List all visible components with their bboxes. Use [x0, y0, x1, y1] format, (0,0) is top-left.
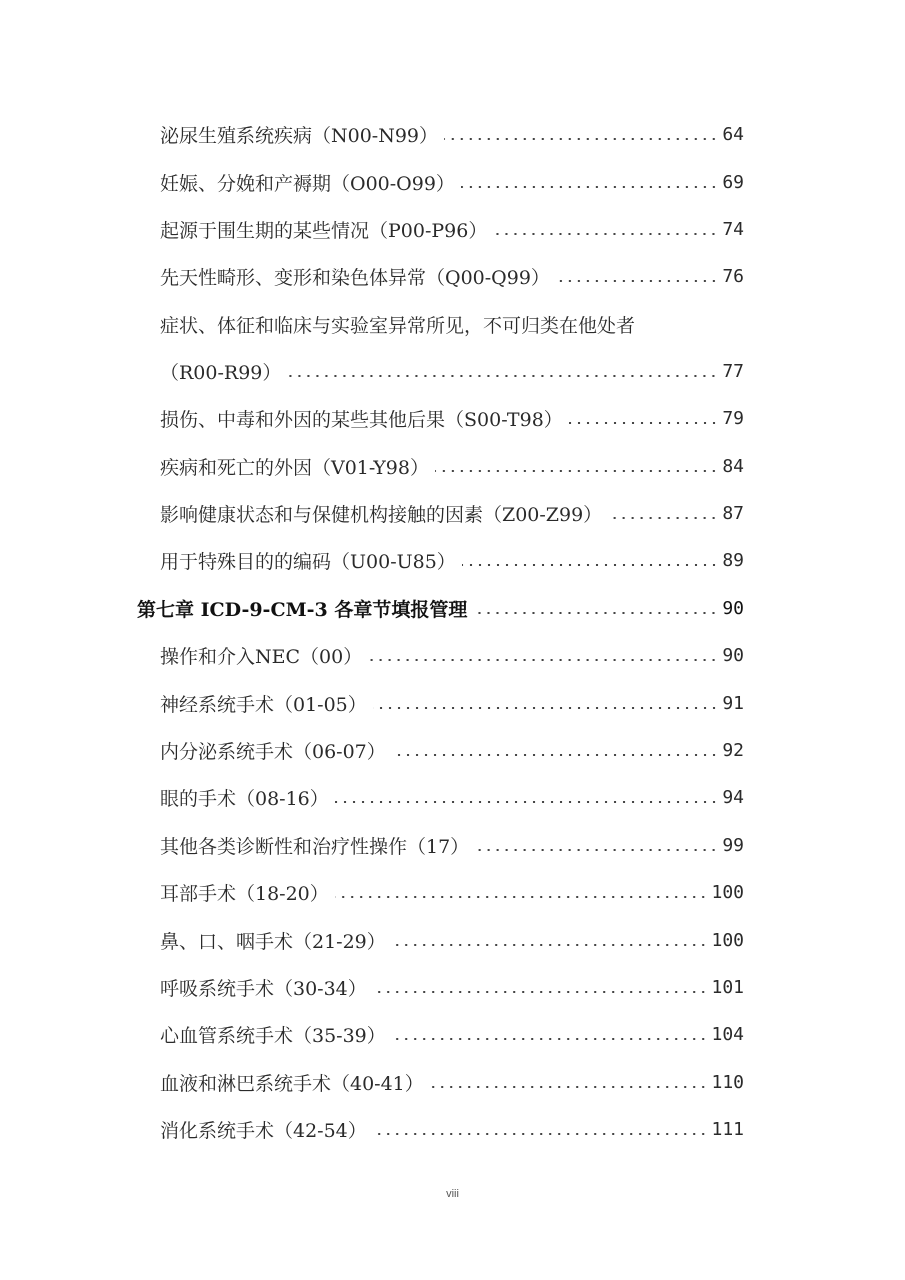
toc-entry	[160, 777, 744, 817]
toc-entry-page: 87	[722, 502, 744, 524]
dot-leader	[473, 612, 718, 614]
toc-entry-title: 影响健康状态和与保健机构接触的因素（Z00-Z99）	[160, 503, 603, 526]
toc-entry	[160, 256, 744, 296]
dot-leader	[368, 659, 718, 661]
toc-chapter-entry	[137, 588, 744, 628]
dot-leader	[392, 944, 708, 946]
dot-leader	[444, 138, 718, 140]
toc-entry-title: 损伤、中毒和外因的某些其他后果（S00-T98）	[160, 408, 563, 431]
toc-entry	[160, 1062, 744, 1102]
toc-entry	[160, 920, 744, 960]
toc-entry-title: 耳部手术（18-20）	[160, 882, 329, 905]
toc-entry-page: 92	[722, 739, 744, 761]
toc-entry-page: 110	[711, 1071, 744, 1093]
toc-entry-page: 91	[722, 692, 744, 714]
toc-entry-page: 77	[722, 360, 744, 382]
toc-entry-page: 74	[722, 218, 744, 240]
toc-entry-page: 111	[711, 1118, 744, 1140]
page-number: viii	[446, 1188, 459, 1200]
dot-leader	[435, 470, 718, 472]
toc-entry-page: 100	[711, 881, 744, 903]
toc-entry	[160, 730, 744, 770]
toc-entry-title: 内分泌系统手术（06-07）	[160, 740, 386, 763]
toc-entry	[160, 635, 744, 675]
dot-leader	[430, 1086, 708, 1088]
dot-leader	[335, 896, 708, 898]
toc-entry-page: 104	[711, 1023, 744, 1045]
toc-entry-title: 先天性畸形、变形和染色体异常（Q00-Q99）	[160, 266, 550, 289]
dot-leader	[475, 849, 718, 851]
toc-entry-page: 90	[722, 597, 744, 619]
toc-entry-page: 84	[722, 455, 744, 477]
toc-entry-page: 64	[722, 123, 744, 145]
toc-entry	[160, 540, 744, 580]
toc-entry-title: 消化系统手术（42-54）	[160, 1119, 367, 1142]
toc-entry	[160, 398, 744, 438]
toc-entry-title: 泌尿生殖系统疾病（N00-N99）	[160, 124, 439, 147]
toc-entry-page: 79	[722, 407, 744, 429]
dot-leader	[373, 707, 719, 709]
toc-entry	[160, 825, 744, 865]
toc-entry-title: 神经系统手术（01-05）	[160, 693, 367, 716]
toc-entry-title: 鼻、口、咽手术（21-29）	[160, 930, 386, 953]
toc-entry-page: 90	[722, 644, 744, 666]
toc-entry-page: 69	[722, 171, 744, 193]
toc-entry	[160, 351, 744, 391]
toc-entry-page: 76	[722, 265, 744, 287]
dot-leader	[392, 1038, 708, 1040]
toc-entry-title: 症状、体征和临床与实验室异常所见，不可归类在他处者	[160, 314, 636, 337]
toc-entry-page: 99	[722, 834, 744, 856]
toc-entry	[160, 493, 744, 533]
toc-entry-title: 妊娠、分娩和产褥期（O00-O99）	[160, 172, 455, 195]
toc-entry	[160, 162, 744, 202]
toc-entry	[160, 209, 744, 249]
toc-entry	[160, 114, 744, 154]
toc-entry-title: 眼的手术（08-16）	[160, 787, 329, 810]
dot-leader	[335, 801, 719, 803]
toc-entry-title: 呼吸系统手术（30-34）	[160, 977, 367, 1000]
dot-leader	[392, 754, 719, 756]
dot-leader	[287, 375, 718, 377]
dot-leader	[373, 1133, 708, 1135]
dot-leader	[493, 233, 718, 235]
toc-entry	[160, 683, 744, 723]
toc-entry-title: 用于特殊目的的编码（U00-U85）	[160, 550, 456, 573]
toc-entry-page: 101	[711, 976, 744, 998]
toc-entry	[160, 1014, 744, 1054]
dot-leader	[461, 186, 718, 188]
toc-entry-title: 血液和淋巴系统手术（40-41）	[160, 1072, 424, 1095]
toc-entry-page: 94	[722, 786, 744, 808]
toc-entry-page: 89	[722, 549, 744, 571]
dot-leader	[608, 517, 718, 519]
toc-entry-title: （R00-R99）	[160, 361, 282, 384]
toc-entry-page: 100	[711, 929, 744, 951]
toc-entry-title: 第七章 ICD-9-CM-3 各章节填报管理	[137, 598, 468, 621]
toc-entry-title: 起源于围生期的某些情况（P00-P96）	[160, 219, 488, 242]
toc-entry-title: 其他各类诊断性和治疗性操作（17）	[160, 835, 470, 858]
toc-entry	[160, 1109, 744, 1149]
toc-entry-title: 疾病和死亡的外因（V01-Y98）	[160, 456, 429, 479]
toc-entry-title: 心血管系统手术（35-39）	[160, 1024, 386, 1047]
toc-entry	[160, 304, 744, 344]
toc-entry-title: 操作和介入NEC（00）	[160, 645, 363, 668]
dot-leader	[569, 422, 719, 424]
toc-entry	[160, 446, 744, 486]
dot-leader	[373, 991, 708, 993]
dot-leader	[556, 280, 718, 282]
toc-entry	[160, 967, 744, 1007]
toc-entry	[160, 872, 744, 912]
dot-leader	[462, 564, 719, 566]
